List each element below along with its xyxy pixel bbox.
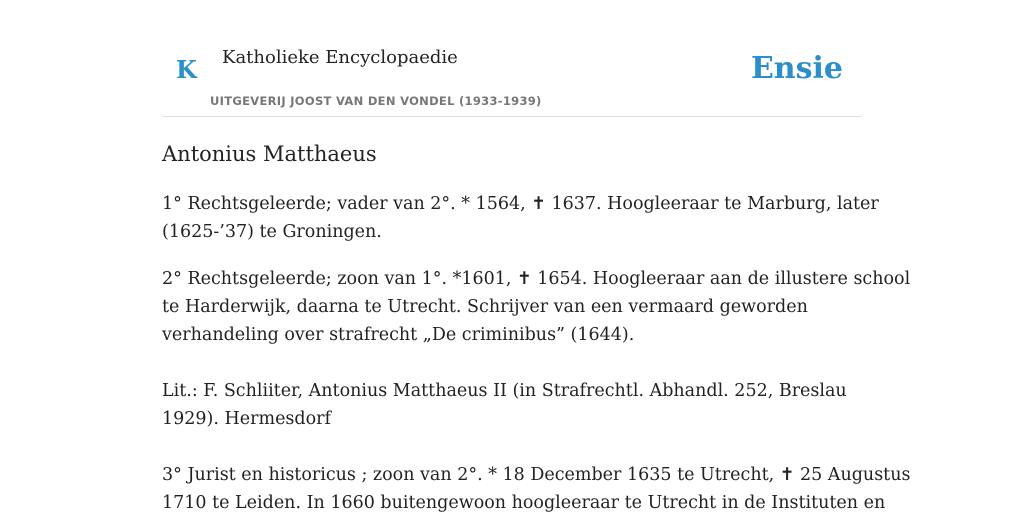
- encyclopedia-logo[interactable]: K: [176, 55, 197, 84]
- paragraph-line: 2° Rechtsgeleerde; zoon van 1°. *1601, ✝ 1654. Hoogleeraar aan de illustere school: [162, 269, 911, 289]
- site-header: [162, 0, 862, 117]
- paragraph-line: 1° Rechtsgeleerde; vader van 2°. * 1564, ✝ 1637. Hoogleeraar te Marburg, later: [162, 194, 879, 214]
- article-paragraph-literature: [162, 377, 862, 433]
- paragraph-line: 1929). Hermesdorf: [162, 409, 331, 429]
- article: [162, 139, 911, 512]
- paragraph-line: verhandeling over strafrecht „De criminibus” (1644).: [162, 325, 635, 345]
- article-paragraph-1: [162, 190, 879, 246]
- article-paragraph-2: [162, 265, 911, 349]
- ensie-brand-link[interactable]: Ensie: [750, 51, 843, 86]
- publisher-label: UITGEVERIJ JOOST VAN DEN VONDEL (1933-1939): [210, 94, 542, 108]
- paragraph-line: (1625-’37) te Groningen.: [162, 222, 382, 242]
- article-paragraph-3: [162, 461, 911, 512]
- paragraph-line: te Harderwijk, daarna te Utrecht. Schrijver van een vermaard geworden: [162, 297, 808, 317]
- site-title[interactable]: Katholieke Encyclopaedie: [222, 47, 458, 68]
- article-title: Antonius Matthaeus: [162, 142, 377, 166]
- paragraph-line: Lit.: F. Schliiter, Antonius Matthaeus II (in Strafrechtl. Abhandl. 252, Breslau: [162, 381, 847, 401]
- paragraph-line: 3° Jurist en historicus ; zoon van 2°. * 18 December 1635 te Utrecht, ✝ 25 Augustus: [162, 465, 911, 485]
- paragraph-line: 1710 te Leiden. In 1660 buitengewoon hoogleeraar te Utrecht in de Instituten en: [162, 493, 886, 512]
